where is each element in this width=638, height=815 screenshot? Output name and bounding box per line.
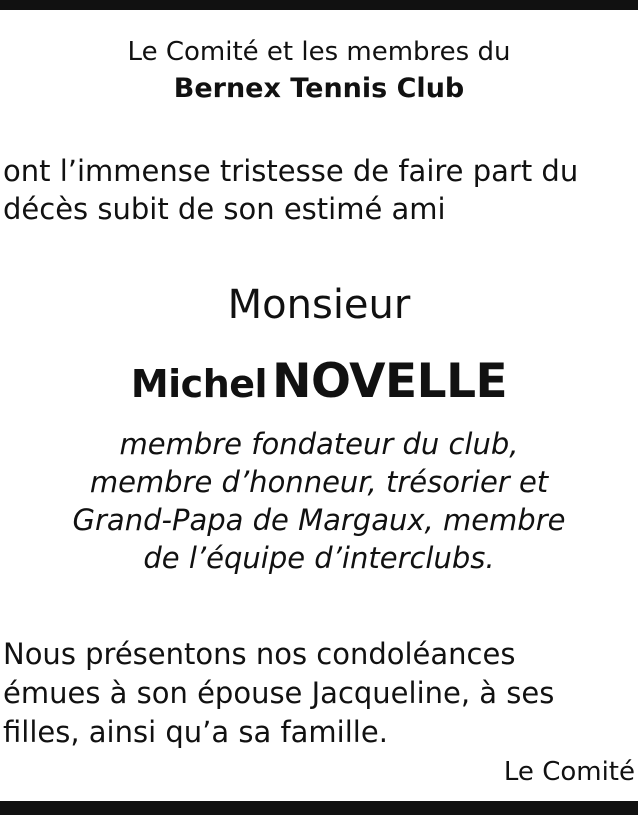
salutation-text: Monsieur: [227, 282, 411, 328]
tribute-paragraph: [0, 425, 638, 577]
intro-line: décès subit de son estimé ami: [3, 192, 446, 226]
signature-text: Le Comité: [503, 757, 635, 787]
club-name: Bernex Tennis Club: [173, 73, 465, 104]
tribute-line: membre d’honneur, trésorier et: [89, 465, 549, 499]
deceased-last-name: NOVELLE: [272, 354, 508, 409]
condolence-line: filles, ainsi qu’a sa famille.: [3, 715, 388, 749]
deceased-name: [0, 350, 638, 424]
header-line: Le Comité et les membres du: [127, 37, 511, 67]
condolences-paragraph: [0, 635, 638, 752]
condolence-line: Nous présentons nos condoléances: [3, 637, 516, 671]
top-border-rule: [0, 0, 638, 10]
deceased-first-name: Michel: [130, 362, 268, 406]
notice-header: [0, 33, 638, 107]
intro-paragraph: [0, 152, 638, 228]
salutation: [0, 280, 638, 330]
condolence-line: émues à son épouse Jacqueline, à ses: [3, 676, 555, 710]
tribute-line: de l’équipe d’interclubs.: [143, 541, 495, 575]
signature: [0, 755, 638, 789]
tribute-line: membre fondateur du club,: [119, 427, 519, 461]
intro-line: ont l’immense tristesse de faire part du: [3, 154, 579, 188]
bottom-border-rule: [0, 801, 638, 815]
tribute-line: Grand-Papa de Margaux, membre: [72, 503, 566, 537]
